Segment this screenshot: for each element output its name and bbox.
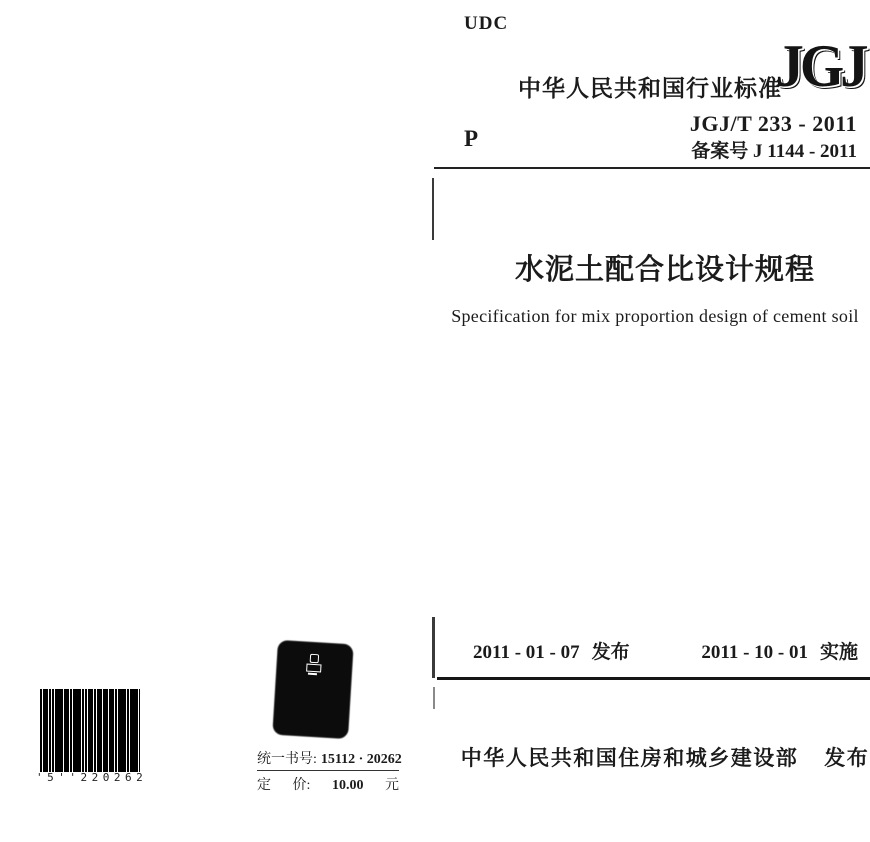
barcode [40,689,140,772]
left-margin-mark-top [432,178,434,240]
price-row [257,771,399,794]
barcode-digits: '5''220262 [36,771,148,784]
left-margin-mark-lower [433,687,435,709]
issue-date: 2011 - 01 - 07 [473,642,580,663]
standard-type-heading: 中华人民共和国行业标准 [518,75,782,101]
issue-label: 发布 [591,642,630,663]
price-label-1: 定 [257,778,271,793]
publisher-action: 发布 [824,747,870,770]
issue-date-row [473,637,630,664]
price-unit: 元 [384,778,399,793]
price-value: 10.00 [331,778,364,793]
book-number-value: 15112 · 20262 [320,752,402,767]
implement-date-row [700,637,858,664]
stamp-emblem-icon [306,654,322,679]
implement-label: 实施 [819,642,858,663]
book-number-label: 统一书号: [257,752,317,767]
header-rule [434,167,870,169]
standard-number: JGJ/T 233 - 2011 [689,111,857,136]
document-title-cn: 水泥土配合比设计规程 [514,254,815,286]
publisher-name: 中华人民共和国住房和城乡建设部 [460,747,799,770]
book-number-row [257,748,402,771]
jgj-logo: JGJ [775,33,865,100]
udc-label: UDC [464,13,509,34]
dates-rule [437,677,870,680]
classification-code: P [464,126,479,151]
publisher-row [455,742,870,772]
left-margin-mark-bottom [432,617,435,678]
publisher-stamp [273,641,353,738]
document-title-en: Specification for mix proportion design of cement soil [451,306,859,326]
implement-date: 2011 - 10 - 01 [701,642,808,663]
price-label-2: 价: [292,778,311,793]
record-number: 备案号 J 1144 - 2011 [691,141,857,162]
book-info-block [257,748,402,794]
